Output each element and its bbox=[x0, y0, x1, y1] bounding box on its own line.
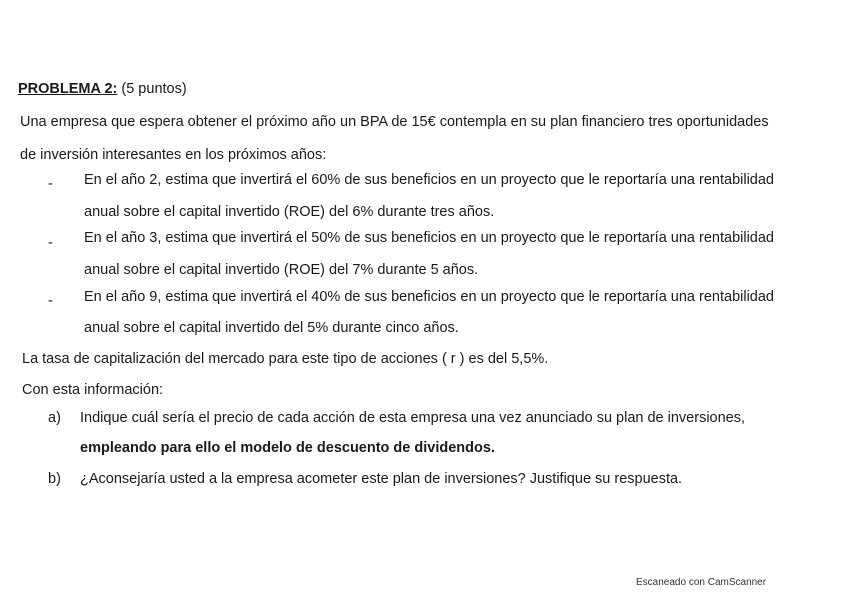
problem-heading bbox=[18, 80, 187, 98]
bullet-3-line-1: En el año 9, estima que invertirá el 40% de sus beneficios en un proyecto que le reportaría una rentabilidad bbox=[84, 289, 774, 305]
intro-line-2: de inversión interesantes en los próximos años: bbox=[20, 147, 327, 163]
bullet-2-line-2: anual sobre el capital invertido (ROE) del 7% durante 5 años. bbox=[84, 262, 479, 278]
info-text: Con esta información: bbox=[22, 382, 164, 398]
bullet-marker-1: - bbox=[48, 176, 53, 192]
question-b-line-1: ¿Aconsejaría usted a la empresa acometer este plan de inversiones? Justifique su respuesta. bbox=[80, 471, 683, 487]
bullet-1-line-1: En el año 2, estima que invertirá el 60% de sus beneficios en un proyecto que le reportaría una rentabilidad bbox=[84, 172, 774, 188]
bullet-1-line-2: anual sobre el capital invertido (ROE) del 6% durante tres años. bbox=[84, 204, 495, 220]
intro-line-1: Una empresa que espera obtener el próximo año un BPA de 15€ contempla en su plan financiero tres oportunidades bbox=[20, 114, 769, 130]
scanner-watermark: Escaneado con CamScanner bbox=[636, 577, 767, 588]
question-a-label: a) bbox=[48, 410, 61, 426]
problem-title: PROBLEMA 2: bbox=[18, 81, 118, 97]
problem-points: (5 puntos) bbox=[121, 81, 187, 97]
question-a-line-2: empleando para ello el modelo de descuento de dividendos. bbox=[80, 440, 495, 456]
capitalization-rate-text: La tasa de capitalización del mercado para este tipo de acciones ( r ) es del 5,5%. bbox=[22, 351, 549, 367]
question-b-label: b) bbox=[48, 471, 61, 487]
bullet-marker-2: - bbox=[48, 235, 53, 251]
question-a-line-1: Indique cuál sería el precio de cada acción de esta empresa una vez anunciado su plan de inversiones, bbox=[80, 410, 746, 426]
bullet-3-line-2: anual sobre el capital invertido del 5% durante cinco años. bbox=[84, 320, 459, 336]
bullet-marker-3: - bbox=[48, 293, 53, 309]
bullet-2-line-1: En el año 3, estima que invertirá el 50% de sus beneficios en un proyecto que le reportaría una rentabilidad bbox=[84, 230, 774, 246]
